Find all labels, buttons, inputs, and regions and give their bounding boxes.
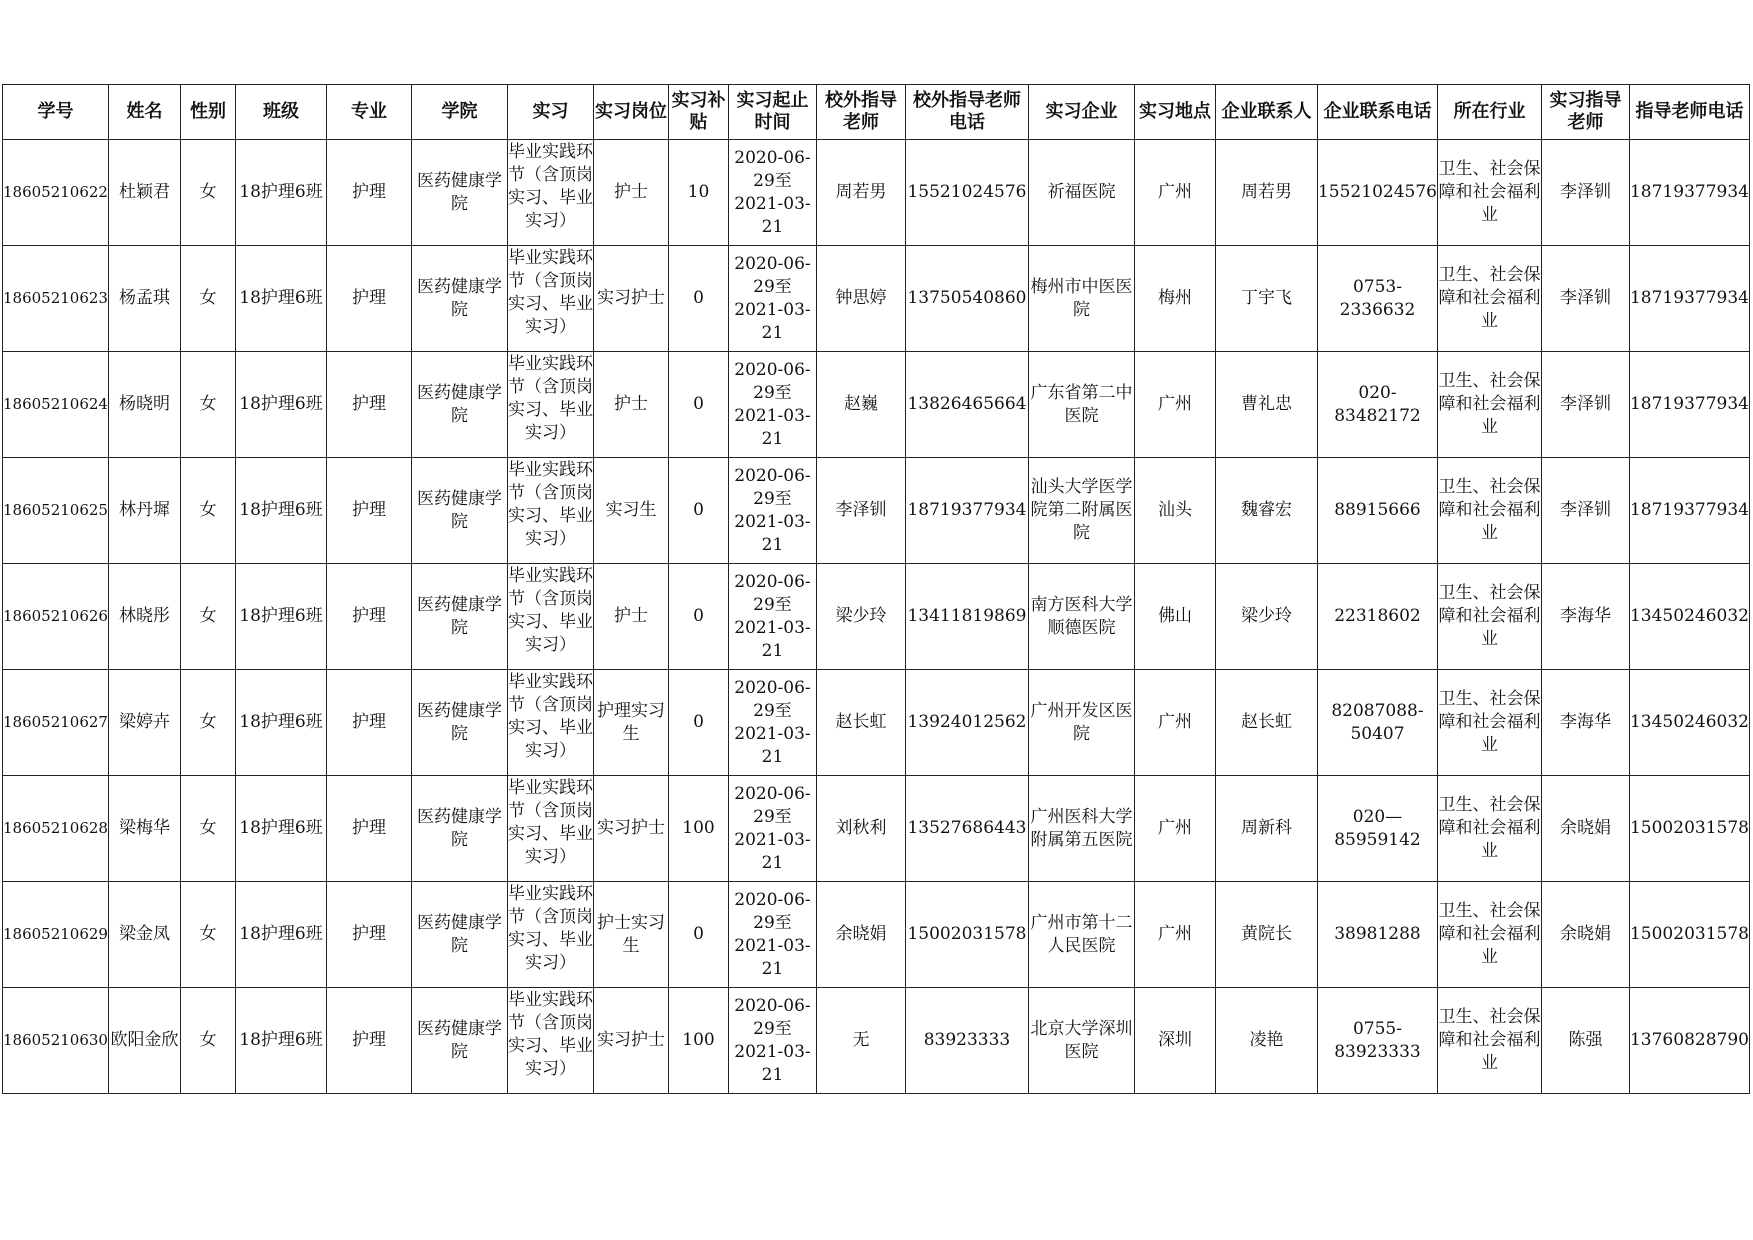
cell-company-phone: 22318602	[1317, 564, 1437, 670]
cell-name: 杨晓明	[108, 352, 180, 458]
cell-period: 2020-06-29至2021-03-21	[728, 352, 816, 458]
cell-post: 护理实习生	[593, 670, 668, 776]
cell-company: 广东省第二中医院	[1028, 352, 1134, 458]
cell-school-mentor-phone: 18719377934	[1629, 458, 1749, 564]
cell-external-mentor-phone: 13527686443	[905, 776, 1028, 882]
cell-company-phone: 88915666	[1317, 458, 1437, 564]
cell-post: 实习护士	[593, 246, 668, 352]
cell-internship-type	[507, 882, 593, 988]
cell-student-id: 18605210624	[3, 352, 109, 458]
cell-external-mentor: 赵巍	[816, 352, 905, 458]
cell-industry: 卫生、社会保障和社会福利业	[1437, 988, 1541, 1094]
cell-external-mentor: 无	[816, 988, 905, 1094]
header-company: 实习企业	[1028, 85, 1134, 140]
cell-subsidy: 0	[668, 564, 728, 670]
cell-class: 18护理6班	[235, 246, 326, 352]
cell-external-mentor-phone: 15521024576	[905, 140, 1028, 246]
cell-company-phone: 020-83482172	[1317, 352, 1437, 458]
cell-external-mentor-phone: 13411819869	[905, 564, 1028, 670]
header-class: 班级	[235, 85, 326, 140]
cell-location: 广州	[1134, 882, 1215, 988]
cell-location: 广州	[1134, 776, 1215, 882]
cell-company: 北京大学深圳医院	[1028, 988, 1134, 1094]
header-company-phone: 企业联系电话	[1317, 85, 1437, 140]
cell-student-id: 18605210629	[3, 882, 109, 988]
cell-company-phone: 0755-83923333	[1317, 988, 1437, 1094]
cell-subsidy: 100	[668, 776, 728, 882]
cell-subsidy: 0	[668, 882, 728, 988]
cell-major: 护理	[326, 458, 411, 564]
cell-company-phone: 82087088-50407	[1317, 670, 1437, 776]
cell-name: 林晓彤	[108, 564, 180, 670]
cell-student-id: 18605210622	[3, 140, 109, 246]
cell-major: 护理	[326, 882, 411, 988]
cell-post: 实习护士	[593, 988, 668, 1094]
header-external-mentor-phone: 校外指导老师电话	[905, 85, 1028, 140]
cell-internship-type	[507, 988, 593, 1094]
cell-school-mentor-phone: 13450246032	[1629, 564, 1749, 670]
cell-company-phone: 020—85959142	[1317, 776, 1437, 882]
cell-location: 广州	[1134, 140, 1215, 246]
header-external-mentor: 校外指导老师	[816, 85, 905, 140]
header-name: 姓名	[108, 85, 180, 140]
header-row	[3, 85, 1750, 140]
cell-student-id: 18605210628	[3, 776, 109, 882]
table-row	[3, 564, 1750, 670]
cell-internship-type	[507, 246, 593, 352]
cell-subsidy: 100	[668, 988, 728, 1094]
cell-location: 佛山	[1134, 564, 1215, 670]
cell-class: 18护理6班	[235, 776, 326, 882]
cell-college: 医药健康学院	[411, 882, 507, 988]
cell-college: 医药健康学院	[411, 564, 507, 670]
cell-internship-type	[507, 352, 593, 458]
cell-gender: 女	[180, 988, 235, 1094]
cell-gender: 女	[180, 140, 235, 246]
internship-table	[2, 84, 1750, 1094]
cell-external-mentor-phone: 83923333	[905, 988, 1028, 1094]
cell-post: 护士	[593, 140, 668, 246]
cell-class: 18护理6班	[235, 882, 326, 988]
cell-period: 2020-06-29至2021-03-21	[728, 564, 816, 670]
cell-name: 欧阳金欣	[108, 988, 180, 1094]
cell-external-mentor-phone: 13826465664	[905, 352, 1028, 458]
cell-company-phone: 38981288	[1317, 882, 1437, 988]
cell-major: 护理	[326, 988, 411, 1094]
cell-name: 林丹墀	[108, 458, 180, 564]
cell-school-mentor-phone: 13760828790	[1629, 988, 1749, 1094]
header-period: 实习起止时间	[728, 85, 816, 140]
table-row	[3, 352, 1750, 458]
cell-text: 毕业实践环节（含顶岗实习、毕业实习）	[507, 990, 593, 1079]
cell-industry: 卫生、社会保障和社会福利业	[1437, 670, 1541, 776]
table-body	[3, 140, 1750, 1094]
cell-gender: 女	[180, 564, 235, 670]
cell-company-contact: 赵长虹	[1215, 670, 1317, 776]
cell-period: 2020-06-29至2021-03-21	[728, 246, 816, 352]
cell-name: 梁婷卉	[108, 670, 180, 776]
cell-company: 汕头大学医学院第二附属医院	[1028, 458, 1134, 564]
cell-external-mentor-phone: 18719377934	[905, 458, 1028, 564]
cell-subsidy: 0	[668, 458, 728, 564]
cell-name: 梁金凤	[108, 882, 180, 988]
cell-industry: 卫生、社会保障和社会福利业	[1437, 776, 1541, 882]
cell-school-mentor-phone: 18719377934	[1629, 352, 1749, 458]
cell-school-mentor: 陈强	[1541, 988, 1629, 1094]
cell-internship-type	[507, 670, 593, 776]
cell-school-mentor: 余晓娟	[1541, 776, 1629, 882]
cell-college: 医药健康学院	[411, 246, 507, 352]
header-school-mentor-phone: 指导老师电话	[1629, 85, 1749, 140]
cell-class: 18护理6班	[235, 564, 326, 670]
cell-company: 广州医科大学附属第五医院	[1028, 776, 1134, 882]
cell-industry: 卫生、社会保障和社会福利业	[1437, 882, 1541, 988]
cell-company-phone: 15521024576	[1317, 140, 1437, 246]
header-college: 学院	[411, 85, 507, 140]
cell-school-mentor: 李泽钏	[1541, 458, 1629, 564]
cell-college: 医药健康学院	[411, 140, 507, 246]
cell-external-mentor: 李泽钏	[816, 458, 905, 564]
cell-post: 实习护士	[593, 776, 668, 882]
cell-student-id: 18605210623	[3, 246, 109, 352]
cell-company: 祈福医院	[1028, 140, 1134, 246]
table-row	[3, 670, 1750, 776]
cell-company-contact: 曹礼忠	[1215, 352, 1317, 458]
cell-post: 实习生	[593, 458, 668, 564]
cell-company-contact: 丁宇飞	[1215, 246, 1317, 352]
cell-text: 毕业实践环节（含顶岗实习、毕业实习）	[507, 354, 593, 443]
cell-gender: 女	[180, 458, 235, 564]
cell-internship-type	[507, 776, 593, 882]
cell-name: 杨孟琪	[108, 246, 180, 352]
cell-major: 护理	[326, 776, 411, 882]
cell-company-contact: 凌艳	[1215, 988, 1317, 1094]
cell-class: 18护理6班	[235, 988, 326, 1094]
cell-industry: 卫生、社会保障和社会福利业	[1437, 458, 1541, 564]
cell-school-mentor: 李海华	[1541, 564, 1629, 670]
cell-student-id: 18605210625	[3, 458, 109, 564]
cell-industry: 卫生、社会保障和社会福利业	[1437, 246, 1541, 352]
cell-external-mentor-phone: 13924012562	[905, 670, 1028, 776]
cell-text: 毕业实践环节（含顶岗实习、毕业实习）	[507, 884, 593, 973]
header-internship-type: 实习	[507, 85, 593, 140]
cell-class: 18护理6班	[235, 670, 326, 776]
cell-period: 2020-06-29至2021-03-21	[728, 140, 816, 246]
cell-gender: 女	[180, 246, 235, 352]
cell-subsidy: 0	[668, 670, 728, 776]
cell-company: 广州开发区医院	[1028, 670, 1134, 776]
cell-location: 汕头	[1134, 458, 1215, 564]
cell-college: 医药健康学院	[411, 776, 507, 882]
cell-company-contact: 黄院长	[1215, 882, 1317, 988]
cell-major: 护理	[326, 564, 411, 670]
cell-school-mentor: 李泽钏	[1541, 352, 1629, 458]
cell-major: 护理	[326, 140, 411, 246]
cell-company: 广州市第十二人民医院	[1028, 882, 1134, 988]
cell-external-mentor: 钟思婷	[816, 246, 905, 352]
cell-internship-type	[507, 458, 593, 564]
cell-subsidy: 0	[668, 352, 728, 458]
table-row	[3, 988, 1750, 1094]
cell-school-mentor: 李泽钏	[1541, 140, 1629, 246]
cell-external-mentor: 梁少玲	[816, 564, 905, 670]
cell-name: 梁梅华	[108, 776, 180, 882]
header-major: 专业	[326, 85, 411, 140]
cell-school-mentor-phone: 13450246032	[1629, 670, 1749, 776]
cell-college: 医药健康学院	[411, 670, 507, 776]
cell-external-mentor-phone: 13750540860	[905, 246, 1028, 352]
cell-external-mentor: 赵长虹	[816, 670, 905, 776]
table-row	[3, 140, 1750, 246]
cell-external-mentor: 刘秋利	[816, 776, 905, 882]
cell-school-mentor: 李海华	[1541, 670, 1629, 776]
cell-external-mentor: 余晓娟	[816, 882, 905, 988]
cell-company: 梅州市中医医院	[1028, 246, 1134, 352]
cell-school-mentor-phone: 15002031578	[1629, 776, 1749, 882]
header-gender: 性别	[180, 85, 235, 140]
header-post: 实习岗位	[593, 85, 668, 140]
table-row	[3, 776, 1750, 882]
cell-post: 护士	[593, 564, 668, 670]
cell-college: 医药健康学院	[411, 352, 507, 458]
cell-period: 2020-06-29至2021-03-21	[728, 882, 816, 988]
cell-external-mentor: 周若男	[816, 140, 905, 246]
cell-company-phone: 0753-2336632	[1317, 246, 1437, 352]
cell-period: 2020-06-29至2021-03-21	[728, 670, 816, 776]
cell-industry: 卫生、社会保障和社会福利业	[1437, 564, 1541, 670]
header-industry: 所在行业	[1437, 85, 1541, 140]
cell-period: 2020-06-29至2021-03-21	[728, 988, 816, 1094]
cell-student-id: 18605210630	[3, 988, 109, 1094]
cell-text: 毕业实践环节（含顶岗实习、毕业实习）	[507, 778, 593, 867]
cell-text: 毕业实践环节（含顶岗实习、毕业实习）	[507, 672, 593, 761]
cell-college: 医药健康学院	[411, 458, 507, 564]
header-subsidy: 实习补贴	[668, 85, 728, 140]
cell-location: 梅州	[1134, 246, 1215, 352]
cell-school-mentor: 李泽钏	[1541, 246, 1629, 352]
cell-company-contact: 梁少玲	[1215, 564, 1317, 670]
cell-class: 18护理6班	[235, 352, 326, 458]
cell-location: 广州	[1134, 352, 1215, 458]
cell-internship-type	[507, 140, 593, 246]
table-row	[3, 246, 1750, 352]
cell-location: 广州	[1134, 670, 1215, 776]
cell-major: 护理	[326, 246, 411, 352]
cell-external-mentor-phone: 15002031578	[905, 882, 1028, 988]
cell-subsidy: 0	[668, 246, 728, 352]
cell-industry: 卫生、社会保障和社会福利业	[1437, 140, 1541, 246]
cell-internship-type	[507, 564, 593, 670]
cell-gender: 女	[180, 352, 235, 458]
cell-subsidy: 10	[668, 140, 728, 246]
cell-gender: 女	[180, 882, 235, 988]
cell-major: 护理	[326, 670, 411, 776]
cell-text: 毕业实践环节（含顶岗实习、毕业实习）	[507, 142, 593, 231]
header-location: 实习地点	[1134, 85, 1215, 140]
cell-period: 2020-06-29至2021-03-21	[728, 776, 816, 882]
cell-class: 18护理6班	[235, 458, 326, 564]
cell-location: 深圳	[1134, 988, 1215, 1094]
cell-school-mentor-phone: 18719377934	[1629, 246, 1749, 352]
cell-school-mentor-phone: 15002031578	[1629, 882, 1749, 988]
cell-student-id: 18605210626	[3, 564, 109, 670]
cell-school-mentor-phone: 18719377934	[1629, 140, 1749, 246]
cell-company-contact: 周新科	[1215, 776, 1317, 882]
cell-major: 护理	[326, 352, 411, 458]
cell-text: 毕业实践环节（含顶岗实习、毕业实习）	[507, 460, 593, 549]
cell-gender: 女	[180, 776, 235, 882]
cell-post: 护士实习生	[593, 882, 668, 988]
header-student-id: 学号	[3, 85, 109, 140]
table-row	[3, 458, 1750, 564]
cell-company-contact: 周若男	[1215, 140, 1317, 246]
cell-text: 毕业实践环节（含顶岗实习、毕业实习）	[507, 248, 593, 337]
cell-period: 2020-06-29至2021-03-21	[728, 458, 816, 564]
cell-school-mentor: 余晓娟	[1541, 882, 1629, 988]
cell-class: 18护理6班	[235, 140, 326, 246]
cell-student-id: 18605210627	[3, 670, 109, 776]
cell-post: 护士	[593, 352, 668, 458]
header-school-mentor: 实习指导老师	[1541, 85, 1629, 140]
cell-gender: 女	[180, 670, 235, 776]
table-row	[3, 882, 1750, 988]
cell-industry: 卫生、社会保障和社会福利业	[1437, 352, 1541, 458]
cell-college: 医药健康学院	[411, 988, 507, 1094]
header-company-contact: 企业联系人	[1215, 85, 1317, 140]
cell-company-contact: 魏睿宏	[1215, 458, 1317, 564]
cell-text: 毕业实践环节（含顶岗实习、毕业实习）	[507, 566, 593, 655]
cell-name: 杜颖君	[108, 140, 180, 246]
cell-company: 南方医科大学顺德医院	[1028, 564, 1134, 670]
